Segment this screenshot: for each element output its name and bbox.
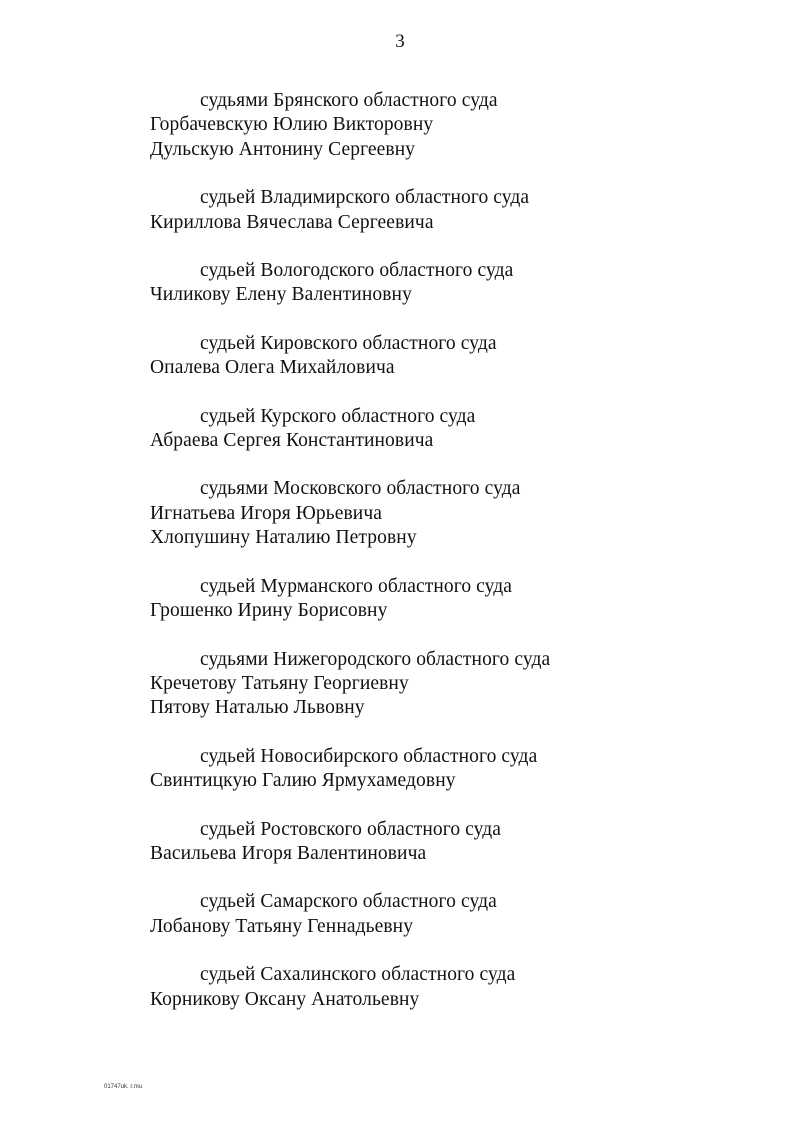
judge-name: Горбачевскую Юлию Викторовну (150, 114, 434, 136)
judge-name: Васильева Игоря Валентиновича (150, 842, 427, 864)
court-heading: судьей Самарского областного суда (200, 891, 497, 913)
judge-name: Корникову Оксану Анатольевну (150, 988, 420, 1010)
judge-name: Игнатьева Игоря Юрьевича (150, 502, 383, 524)
court-heading: судьями Брянского областного суда (200, 90, 498, 111)
court-heading: судьей Ростовского областного суда (200, 818, 502, 840)
appointment-entry (150, 890, 750, 939)
appointment-entry (150, 477, 750, 550)
appointment-entry (150, 963, 750, 1012)
appointment-entry (150, 648, 750, 721)
appointment-entry (150, 405, 750, 454)
court-heading: судьей Новосибирского областного суда (200, 745, 538, 767)
court-heading: судьями Нижегородского областного суда (200, 648, 551, 670)
appointment-entry (150, 745, 750, 794)
judge-name: Дульскую Антонину Сергеевну (150, 138, 416, 160)
judge-name: Пятову Наталью Львовну (150, 697, 365, 719)
judge-name: Кириллова Вячеслава Сергеевича (150, 211, 434, 233)
appointment-entry (150, 186, 750, 235)
court-heading: судьями Московского областного суда (200, 478, 521, 500)
court-heading: судьей Курского областного суда (200, 405, 476, 427)
judge-name: Лобанову Татьяну Геннадьевну (150, 915, 414, 937)
court-heading: судьей Мурманского областного суда (200, 575, 513, 597)
appointment-entry (150, 259, 750, 308)
appointment-list (150, 89, 750, 1036)
appointment-entry (150, 89, 750, 162)
judge-name: Хлопушину Наталию Петровну (150, 527, 417, 549)
judge-name: Свинтицкую Галию Ярмухамедовну (150, 770, 456, 792)
court-heading: судьей Кировского областного суда (200, 332, 497, 354)
judge-name: Кречетову Татьяну Георгиевну (150, 672, 409, 694)
court-heading: судьей Сахалинского областного суда (200, 964, 516, 986)
appointment-entry (150, 332, 750, 381)
document-file-code: 01747uk. r.mu (104, 1084, 143, 1090)
court-heading: судьей Владимирского областного суда (200, 187, 530, 209)
page-number: 3 (395, 31, 405, 52)
appointment-entry (150, 818, 750, 867)
judge-name: Чиликову Елену Валентиновну (150, 284, 412, 306)
judge-name: Абраева Сергея Константиновича (150, 430, 434, 452)
judge-name: Опалева Олега Михайловича (150, 357, 395, 379)
appointment-entry (150, 575, 750, 624)
judge-name: Грошенко Ирину Борисовну (150, 600, 388, 622)
court-heading: судьей Вологодского областного суда (200, 260, 514, 282)
